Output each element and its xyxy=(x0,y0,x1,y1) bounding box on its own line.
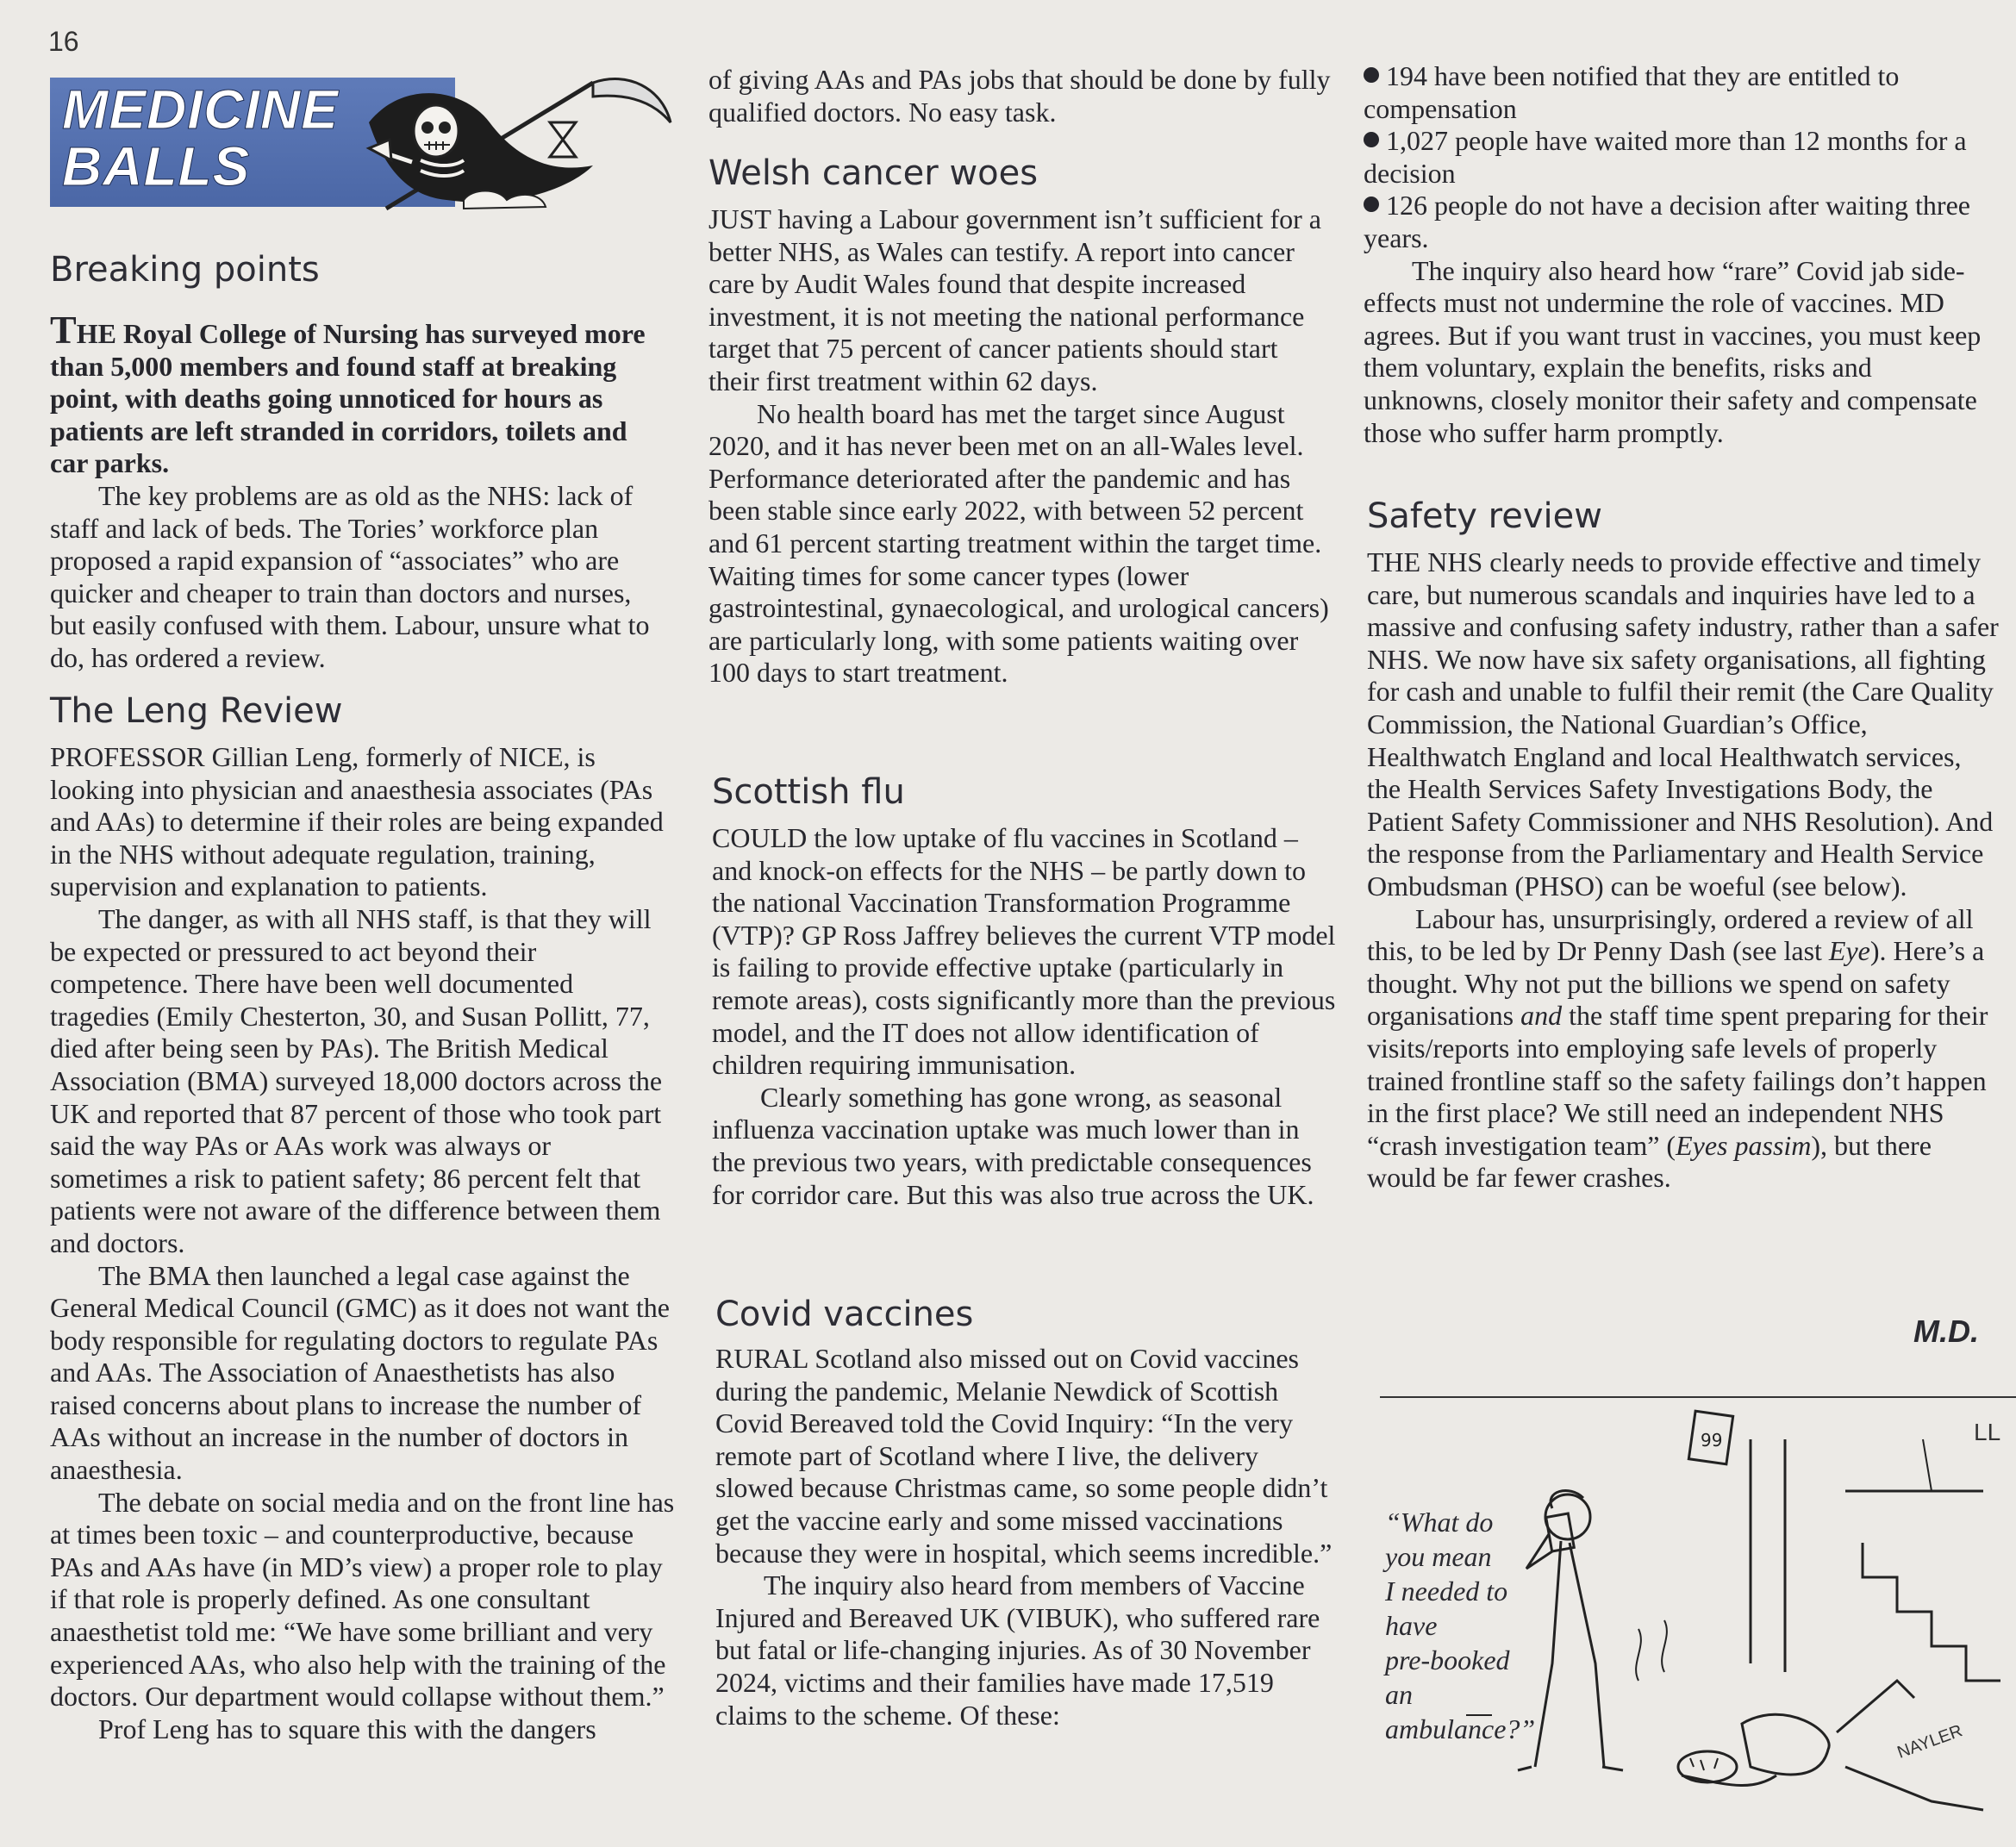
leng-review-para1: PROFESSOR Gillian Leng, formerly of NICE, is looking into physician and anaesthesia associates (PAs and AAs) to determine if their roles are being expanded in the NHS without adequate regulation, training, supervision and explanation to patients. xyxy=(50,741,664,902)
covid-vaccines-body xyxy=(715,1343,1340,1732)
safety-review-para2 xyxy=(1367,903,2000,1195)
cartoon-corner-mark: LL xyxy=(1974,1419,2001,1445)
covid-vaccines-para2: The inquiry also heard from members of Vaccine Injured and Bereaved UK (VIBUK), who suffered rare but fatal or life-changing injuries. As of 30 November 2024, victims and their families have made 17,519 claims to the scheme. Of these: xyxy=(715,1569,1320,1731)
divider-rule xyxy=(1380,1396,2016,1398)
welsh-cancer-para2: No health board has met the target since August 2020, and it has never been met on an all-Wales level. Performance deteriorated after the pandemic and has been stable since early 2022, with between 52 percent and 61 percent starting treatment within the target time. Waiting times for some cancer types (lower gastrointestinal, gynaecological, and urological cancers) are particularly long, with some patients waiting over 100 days to start treatment. xyxy=(708,397,1329,689)
leng-review-para2: The danger, as with all NHS staff, is that they will be expected or pressured to act beyond their competence. There have been well documented tragedies (Emily Chesterton, 30, and Susan Pollitt, 77, died after being seen by PAs). The British Medical Association (BMA) surveyed 18,000 doctors across the UK and reported that 87 percent of those who took part said the way PAs or AAs work was always or sometimes a risk to patient safety; 86 percent felt that patients were not aware of the difference between them and doctors. xyxy=(50,902,663,1258)
page-number: 16 xyxy=(48,26,79,57)
breaking-points-body xyxy=(50,308,671,675)
breaking-points-lead xyxy=(50,308,671,480)
safety-review-para2-italic: and xyxy=(1520,1000,1563,1032)
bullet-icon xyxy=(1364,132,1379,147)
safety-review-body xyxy=(1367,546,2000,1195)
heading-safety-review: Safety review xyxy=(1367,496,1602,536)
safety-review-para2-text: ), but there would be far fewer crashes. xyxy=(1367,1129,1932,1194)
breaking-points-para1: The key problems are as old as the NHS: lack of staff and lack of beds. The Tories’ workforce plan proposed a rapid expansion of “associates” who are quicker and cheaper to train than doctors and nurses, but easily confused with them. Labour, unsure what to do, has ordered a review. xyxy=(50,479,650,673)
bullet-text: 1,027 people have waited more than 12 months for a decision xyxy=(1364,125,1967,189)
caption-line: an xyxy=(1385,1679,1413,1710)
welsh-cancer-body xyxy=(708,203,1333,690)
leng-review-para3: The BMA then launched a legal case against the General Medical Council (GMC) as it does not want the body responsible for regulating doctors to regulate PAs and AAs. The Association of Anaesthetists has also raised concerns about plans to increase the number of AAs without an increase in the number of doctors in anaesthesia. xyxy=(50,1259,670,1486)
safety-review-para2-italic: Eyes passim xyxy=(1676,1129,1812,1161)
leng-review-continued xyxy=(708,64,1338,128)
scottish-flu-body xyxy=(712,822,1337,1211)
safety-review-para2-italic: Eye xyxy=(1828,935,1870,967)
bullet-icon xyxy=(1364,197,1379,212)
safety-review-para2-text: the staff time spent preparing for their visits/reports into employing safe levels of properly trained frontline staff so the safety failings don’t happen in the first place? We still need an independent NHS “crash investigation team” ( xyxy=(1367,1000,1988,1161)
leng-review-body xyxy=(50,741,675,1745)
heading-covid-vaccines: Covid vaccines xyxy=(715,1295,974,1334)
bullet-text: 126 people do not have a decision after waiting three years. xyxy=(1364,190,1970,253)
safety-review-para2-text: ). Here’s a thought. Why not put the billions we spend on safety organisations xyxy=(1367,935,1985,1032)
leng-review-para5-cont: of giving AAs and PAs jobs that should be done by fully qualified doctors. No easy task. xyxy=(708,64,1331,128)
masthead-title-line1: MEDICINE xyxy=(62,78,339,140)
author-signature: M.D. xyxy=(1913,1313,1979,1349)
leng-review-para5: Prof Leng has to square this with the dangers xyxy=(98,1713,596,1744)
leng-review-para4: The debate on social media and on the front line has at times been toxic – and counterproductive, because PAs and AAs have (in MD’s view) a proper role to play if that role is properly defined. As one consultant anaesthetist told me: “We have some brilliant and very experienced AAs, who also help with the training of the doctors. Our department would collapse without them.” xyxy=(50,1486,675,1713)
bullet-text: 194 have been notified that they are entitled to compensation xyxy=(1364,60,1900,124)
covid-vaccines-para1: RURAL Scotland also missed out on Covid vaccines during the pandemic, Melanie Newdick of Scottish Covid Bereaved told the Covid Inquiry: “In the very remote part of Scotland where I live, the delivery slowed because Christmas came, so some people didn’t get the vaccine early and some missed vaccinations because they were in hospital, which seems incredible.” xyxy=(715,1343,1333,1569)
welsh-cancer-para1: JUST having a Labour government isn’t sufficient for a better NHS, as Wales can testify. A report into cancer care by Audit Wales found that despite increased investment, it is not meeting the national performance target that 75 percent of cancer patients should start their first treatment within 62 days. xyxy=(708,203,1321,396)
masthead-title xyxy=(62,78,339,197)
heading-welsh-cancer: Welsh cancer woes xyxy=(708,153,1039,193)
caption-line: ambulance?” xyxy=(1385,1713,1536,1744)
heading-breaking-points: Breaking points xyxy=(50,250,320,290)
bullet-item xyxy=(1364,190,1997,254)
grim-reaper-illustration xyxy=(334,71,679,217)
caption-line: I needed to xyxy=(1385,1576,1508,1607)
heading-scottish-flu: Scottish flu xyxy=(712,772,905,812)
scottish-flu-para1: COULD the low uptake of flu vaccines in Scotland – and knock-on effects for the NHS – be partly down to the national Vaccination Transformation Programme (VTP)? GP Ross Jaffrey believes the current VTP model is failing to provide effective uptake (particularly in remote areas), costs significantly more than the previous model, and the IT does not allow identification of children requiring immunisation. xyxy=(712,822,1336,1081)
covid-vaccines-continued xyxy=(1364,60,1997,449)
scottish-flu-para2: Clearly something has gone wrong, as seasonal influenza vaccination uptake was much lower than in the previous two years, with predictable consequences for corridor care. But this was also true across the UK. xyxy=(712,1081,1314,1210)
svg-text:99: 99 xyxy=(1701,1430,1723,1451)
cartoon-caption xyxy=(1385,1505,1549,1746)
safety-review-para2-text: Labour has, unsurprisingly, ordered a review of all this, to be led by Dr Penny Dash (see last xyxy=(1367,902,1974,967)
cartoonist-signature: NAYLER xyxy=(1894,1721,1965,1763)
caption-line: “What do xyxy=(1385,1507,1494,1538)
bullet-item xyxy=(1364,60,1997,125)
bullet-icon xyxy=(1364,67,1379,83)
safety-review-para1: THE NHS clearly needs to provide effective and timely care, but numerous scandals and inquiries have led to a massive and confusing safety industry, rather than a safer NHS. We now have six safety organisations, all fighting for cash and unable to fulfil their remit (the Care Quality Commission, the National Guardian’s Office, Healthwatch England and local Healthwatch services, the Health Services Safety Investigations Body, the Patient Safety Commissioner and NHS Resolution). And the response from the Parliamentary and Health Service Ombudsman (PHSO) can be woeful (see below). xyxy=(1367,546,1999,902)
bullet-item xyxy=(1364,125,1997,190)
medicine-balls-masthead xyxy=(50,78,671,207)
drop-cap: T xyxy=(50,308,77,352)
heading-leng-review: The Leng Review xyxy=(50,691,343,731)
caption-line: have xyxy=(1385,1610,1438,1641)
covid-vaccines-para3: The inquiry also heard how “rare” Covid jab side-effects must not undermine the role of vaccines. MD agrees. But if you want trust in vaccines, you must keep them voluntary, explain the benefits, risks and unknowns, closely monitor their safety and compensate those who suffer harm promptly. xyxy=(1364,254,1982,448)
caption-line: you mean xyxy=(1385,1541,1492,1572)
breaking-points-lead-text: HE Royal College of Nursing has surveyed more than 5,000 members and found staff at breaking point, with deaths going unnoticed for hours as patients are left stranded in corridors, toilets and car parks. xyxy=(50,318,646,479)
caption-line: pre-booked xyxy=(1385,1644,1510,1675)
masthead-title-line2: BALLS xyxy=(62,135,251,197)
